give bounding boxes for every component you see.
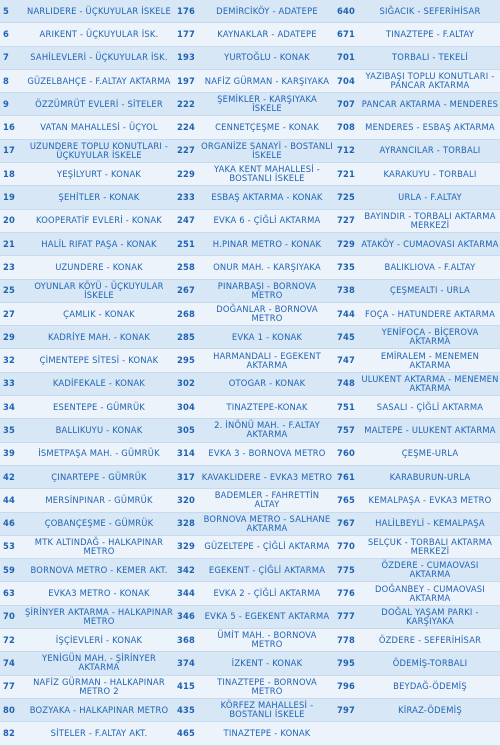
route-name: İŞÇİEVLERİ - KONAK (24, 629, 174, 652)
route-number: 193 (174, 46, 200, 69)
route-name: KİRAZ-ÖDEMİŞ (360, 698, 500, 721)
table-row (0, 582, 500, 605)
route-name: BORNOVA METRO - SALHANE AKTARMA (200, 512, 334, 535)
route-number: 6 (0, 23, 24, 46)
route-name: TINAZTEPE - KONAK (200, 722, 334, 745)
route-name: ONUR MAH. - KARŞIYAKA (200, 256, 334, 279)
route-number: 5 (0, 0, 24, 23)
route-name: HARMANDALI - EGEKENT AKTARMA (200, 349, 334, 372)
route-number: 305 (174, 419, 200, 442)
table-row (0, 116, 500, 139)
route-name: ÇEŞME-URLA (360, 442, 500, 465)
route-number: 177 (174, 23, 200, 46)
route-name: EGEKENT - ÇİĞLİ AKTARMA (200, 559, 334, 582)
route-name: BORNOVA METRO - KEMER AKT. (24, 559, 174, 582)
route-number: 34 (0, 396, 24, 419)
route-name: BOZYAKA - HALKAPINAR METRO (24, 698, 174, 721)
route-number: 314 (174, 442, 200, 465)
route-name: ORGANİZE SANAYİ - BOSTANLI İSKELE (200, 139, 334, 162)
route-number: 765 (334, 489, 360, 512)
route-number: 251 (174, 232, 200, 255)
route-name: SİTELER - F.ALTAY AKT. (24, 722, 174, 745)
route-name: KAVAKLIDERE - EVKA3 METRO (200, 465, 334, 488)
route-number: 368 (174, 629, 200, 652)
route-number: 747 (334, 349, 360, 372)
route-number: 761 (334, 465, 360, 488)
route-name: YURTOĞLU - KONAK (200, 46, 334, 69)
route-name: HALİLBEYLİ - KEMALPAŞA (360, 512, 500, 535)
route-name: 2. İNÖNÜ MAH. - F.ALTAY AKTARMA (200, 419, 334, 442)
table-row (0, 722, 500, 745)
route-name: EVKA 2 - ÇİĞLİ AKTARMA (200, 582, 334, 605)
route-name: MTK ALTINDAĞ - HALKAPINAR METRO (24, 535, 174, 558)
route-number: 701 (334, 46, 360, 69)
route-number: 46 (0, 512, 24, 535)
table-row (0, 698, 500, 721)
table-row (0, 465, 500, 488)
route-number: 725 (334, 186, 360, 209)
table-row (0, 69, 500, 92)
route-number: 82 (0, 722, 24, 745)
route-name: TINAZTEPE - F.ALTAY (360, 23, 500, 46)
route-name: DOĞAL YAŞAM PARKI - KARŞIYAKA (360, 605, 500, 628)
route-number: 20 (0, 209, 24, 232)
route-name: KOOPERATİF EVLERİ - KONAK (24, 209, 174, 232)
route-name: ŞEMİKLER - KARŞIYAKA İSKELE (200, 93, 334, 116)
route-number: 778 (334, 629, 360, 652)
route-number: 16 (0, 116, 24, 139)
table-row (0, 139, 500, 162)
route-number: 708 (334, 116, 360, 139)
route-name: ÇOBANÇEŞME - GÜMRÜK (24, 512, 174, 535)
route-number: 80 (0, 698, 24, 721)
route-number: 748 (334, 372, 360, 395)
route-name: ULUKENT AKTARMA - MENEMEN AKTARMA (360, 372, 500, 395)
route-name: KARABURUN-URLA (360, 465, 500, 488)
table-row (0, 279, 500, 302)
route-name: SELÇUK - TORBALI AKTARMA MERKEZİ (360, 535, 500, 558)
table-row (0, 629, 500, 652)
table-row (0, 93, 500, 116)
table-row (0, 652, 500, 675)
table-row (0, 396, 500, 419)
route-number: 72 (0, 629, 24, 652)
route-name: OYUNLAR KÖYÜ - ÜÇKUYULAR İSKELE (24, 279, 174, 302)
route-number: 795 (334, 652, 360, 675)
route-number: 17 (0, 139, 24, 162)
route-name: ESENTEPE - GÜMRÜK (24, 396, 174, 419)
route-number: 9 (0, 93, 24, 116)
route-name: EVKA 5 - EGEKENT AKTARMA (200, 605, 334, 628)
route-number: 63 (0, 582, 24, 605)
route-number: 320 (174, 489, 200, 512)
route-number: 344 (174, 582, 200, 605)
route-number: 29 (0, 326, 24, 349)
route-name: VATAN MAHALLESİ - ÜÇYOL (24, 116, 174, 139)
route-name: ŞEHİTLER - KONAK (24, 186, 174, 209)
route-number: 7 (0, 46, 24, 69)
route-name: UZUNDERE TOPLU KONUTLARI - ÜÇKUYULAR İSKELE (24, 139, 174, 162)
route-name: BALLIKUYU - KONAK (24, 419, 174, 442)
route-number: 707 (334, 93, 360, 116)
route-number: 267 (174, 279, 200, 302)
route-number: 18 (0, 163, 24, 186)
route-name (360, 722, 500, 745)
route-number: 775 (334, 559, 360, 582)
table-row (0, 23, 500, 46)
route-number: 745 (334, 326, 360, 349)
route-number: 39 (0, 442, 24, 465)
route-number: 176 (174, 0, 200, 23)
route-number: 729 (334, 232, 360, 255)
route-name: ESBAŞ AKTARMA - KONAK (200, 186, 334, 209)
route-name: AYRANCILAR - TORBALI (360, 139, 500, 162)
route-number: 42 (0, 465, 24, 488)
route-name: KEMALPAŞA - EVKA3 METRO (360, 489, 500, 512)
route-name: NARLIDERE - ÜÇKUYULAR İSKELE (24, 0, 174, 23)
table-row (0, 559, 500, 582)
route-number: 224 (174, 116, 200, 139)
route-number: 285 (174, 326, 200, 349)
route-number: 227 (174, 139, 200, 162)
route-number: 346 (174, 605, 200, 628)
route-number: 712 (334, 139, 360, 162)
route-number: 59 (0, 559, 24, 582)
route-name: EVKA 1 - KONAK (200, 326, 334, 349)
route-number: 77 (0, 675, 24, 698)
route-number: 35 (0, 419, 24, 442)
table-row (0, 302, 500, 325)
route-number: 8 (0, 69, 24, 92)
route-name: YAZIBAŞI TOPLU KONUTLARI - PANCAR AKTARMA (360, 69, 500, 92)
table-row (0, 0, 500, 23)
route-number (334, 722, 360, 745)
route-name: ÇAMLIK - KONAK (24, 302, 174, 325)
route-name: ÖZDERE - CUMAOVASI AKTARMA (360, 559, 500, 582)
route-name: SAHİLEVLERİ - ÜÇKUYULAR İSK. (24, 46, 174, 69)
route-number: 329 (174, 535, 200, 558)
route-number: 640 (334, 0, 360, 23)
table-row (0, 232, 500, 255)
route-name: BAYINDIR - TORBALI AKTARMA MERKEZİ (360, 209, 500, 232)
route-name: EVKA3 METRO - KONAK (24, 582, 174, 605)
route-name: ŞİRİNYER AKTARMA - HALKAPINAR METRO (24, 605, 174, 628)
route-number: 704 (334, 69, 360, 92)
route-number: 342 (174, 559, 200, 582)
route-name: MENDERES - ESBAŞ AKTARMA (360, 116, 500, 139)
route-name: EVKA 6 - ÇİĞLİ AKTARMA (200, 209, 334, 232)
route-number: 777 (334, 605, 360, 628)
route-number: 295 (174, 349, 200, 372)
route-number: 23 (0, 256, 24, 279)
route-name: SASALI - ÇİĞLİ AKTARMA (360, 396, 500, 419)
route-number: 735 (334, 256, 360, 279)
route-number: 21 (0, 232, 24, 255)
route-name: EMİRALEM - MENEMEN AKTARMA (360, 349, 500, 372)
route-name: İZKENT - KONAK (200, 652, 334, 675)
route-name: MERSİNPINAR - GÜMRÜK (24, 489, 174, 512)
route-number: 258 (174, 256, 200, 279)
route-name: KADRİYE MAH. - KONAK (24, 326, 174, 349)
route-name: BEYDAĞ-ÖDEMİŞ (360, 675, 500, 698)
route-number: 19 (0, 186, 24, 209)
table-row (0, 186, 500, 209)
table-row (0, 489, 500, 512)
route-name: TINAZTEPE - BORNOVA METRO (200, 675, 334, 698)
route-number: 233 (174, 186, 200, 209)
route-name: ÇINARTEPE - GÜMRÜK (24, 465, 174, 488)
route-number: 44 (0, 489, 24, 512)
table-row (0, 349, 500, 372)
table-row (0, 326, 500, 349)
table-row (0, 442, 500, 465)
route-number: 33 (0, 372, 24, 395)
route-name: UZUNDERE - KONAK (24, 256, 174, 279)
route-name: SIĞACIK - SEFERİHİSAR (360, 0, 500, 23)
route-number: 751 (334, 396, 360, 419)
route-number: 721 (334, 163, 360, 186)
table-row (0, 46, 500, 69)
route-number: 767 (334, 512, 360, 535)
route-name: GÜZELBAHÇE - F.ALTAY AKTARMA (24, 69, 174, 92)
table-row (0, 372, 500, 395)
route-name: EVKA 3 - BORNOVA METRO (200, 442, 334, 465)
route-number: 247 (174, 209, 200, 232)
route-name: BALIKLIOVA - F.ALTAY (360, 256, 500, 279)
route-number: 268 (174, 302, 200, 325)
route-number: 465 (174, 722, 200, 745)
route-name: ÇİMENTEPE SİTESİ - KONAK (24, 349, 174, 372)
route-name: ATAKÖY - CUMAOVASI AKTARMA (360, 232, 500, 255)
route-number: 317 (174, 465, 200, 488)
route-name: ÖZDERE - SEFERİHİSAR (360, 629, 500, 652)
route-name: YENİFOÇA - BİÇEROVA AKTARMA (360, 326, 500, 349)
route-name: BADEMLER - FAHRETTİN ALTAY (200, 489, 334, 512)
route-name: ÇEŞMEALTI - URLA (360, 279, 500, 302)
route-name: ÜMİT MAH. - BORNOVA METRO (200, 629, 334, 652)
route-name: NAFİZ GÜRMAN - KARŞIYAKA (200, 69, 334, 92)
route-name: GÜZELTEPE - ÇİĞLİ AKTARMA (200, 535, 334, 558)
route-number: 197 (174, 69, 200, 92)
route-name: URLA - F.ALTAY (360, 186, 500, 209)
route-name: YAKA KENT MAHALLESİ - BOSTANLI İSKELE (200, 163, 334, 186)
route-name: CENNETÇEŞME - KONAK (200, 116, 334, 139)
route-number: 776 (334, 582, 360, 605)
route-number: 328 (174, 512, 200, 535)
route-number: 415 (174, 675, 200, 698)
table-row (0, 512, 500, 535)
route-name: TINAZTEPE-KONAK (200, 396, 334, 419)
route-name: DEMİRCİKÖY - ADATEPE (200, 0, 334, 23)
route-number: 757 (334, 419, 360, 442)
route-number: 770 (334, 535, 360, 558)
route-name: FOÇA - HATUNDERE AKTARMA (360, 302, 500, 325)
route-number: 760 (334, 442, 360, 465)
route-number: 744 (334, 302, 360, 325)
table-row (0, 675, 500, 698)
route-name: ARIKENT - ÜÇKUYULAR İSK. (24, 23, 174, 46)
route-name: NAFİZ GÜRMAN - HALKAPINAR METRO 2 (24, 675, 174, 698)
route-name: İSMETPAŞA MAH. - GÜMRÜK (24, 442, 174, 465)
route-number: 70 (0, 605, 24, 628)
route-number: 374 (174, 652, 200, 675)
table-row (0, 419, 500, 442)
route-name: ÖDEMİŞ-TORBALI (360, 652, 500, 675)
route-name: H.PINAR METRO - KONAK (200, 232, 334, 255)
route-number: 304 (174, 396, 200, 419)
route-name: KAYNAKLAR - ADATEPE (200, 23, 334, 46)
route-name: DOĞANBEY - CUMAOVASI AKTARMA (360, 582, 500, 605)
route-number: 671 (334, 23, 360, 46)
route-name: PINARBAŞI - BORNOVA METRO (200, 279, 334, 302)
route-name: KARAKUYU - TORBALI (360, 163, 500, 186)
route-number: 53 (0, 535, 24, 558)
table-row (0, 256, 500, 279)
route-number: 229 (174, 163, 200, 186)
route-number: 727 (334, 209, 360, 232)
table-row (0, 163, 500, 186)
route-number: 302 (174, 372, 200, 395)
table-row (0, 209, 500, 232)
route-name: MALTEPE - ULUKENT AKTARMA (360, 419, 500, 442)
route-name: KADİFEKALE - KONAK (24, 372, 174, 395)
route-number: 32 (0, 349, 24, 372)
route-name: YEŞİLYURT - KONAK (24, 163, 174, 186)
route-number: 27 (0, 302, 24, 325)
route-number: 25 (0, 279, 24, 302)
route-number: 738 (334, 279, 360, 302)
route-name: PANCAR AKTARMA - MENDERES (360, 93, 500, 116)
route-number: 435 (174, 698, 200, 721)
route-name: HALİL RIFAT PAŞA - KONAK (24, 232, 174, 255)
route-name: ÖZZÜMRÜT EVLERİ - SİTELER (24, 93, 174, 116)
route-number: 796 (334, 675, 360, 698)
route-name: TORBALI - TEKELİ (360, 46, 500, 69)
route-number: 74 (0, 652, 24, 675)
route-number: 222 (174, 93, 200, 116)
route-name: KÖRFEZ MAHALLESİ - BOSTANLI İSKELE (200, 698, 334, 721)
table-row (0, 535, 500, 558)
route-name: OTOGAR - KONAK (200, 372, 334, 395)
route-name: DOĞANLAR - BORNOVA METRO (200, 302, 334, 325)
table-row (0, 605, 500, 628)
route-name: YENİGÜN MAH. - ŞİRİNYER AKTARMA (24, 652, 174, 675)
route-number: 797 (334, 698, 360, 721)
